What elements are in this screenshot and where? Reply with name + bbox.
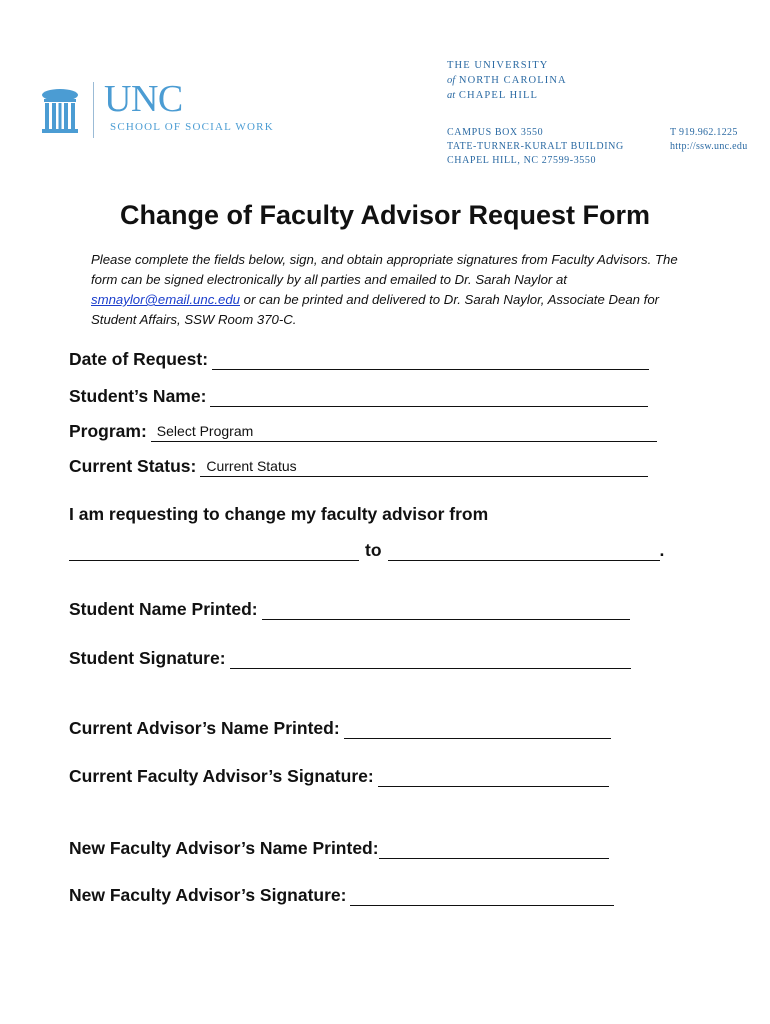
intro-text-part2: or can be printed and delivered to Dr. Sarah Naylor, Associate Dean for Student Affairs, SSW Room 370-C. [91, 292, 660, 327]
new-advisor-signature-row [69, 885, 614, 906]
from-advisor-field[interactable] [69, 542, 359, 561]
current-status-label: Current Status: [69, 456, 197, 476]
logo-divider [93, 82, 94, 138]
university-line2-row [447, 73, 567, 88]
current-status-row [69, 456, 648, 477]
to-label: to [365, 540, 382, 560]
form-instructions [91, 250, 691, 330]
university-line2-prefix: of [447, 75, 456, 86]
current-status-select[interactable] [200, 458, 648, 477]
advisor-change-row [69, 540, 664, 561]
student-name-printed-label: Student Name Printed: [69, 599, 258, 619]
current-advisor-printed-row [69, 718, 611, 739]
student-signature-field[interactable] [230, 650, 631, 669]
address-line3: CHAPEL HILL, NC 27599-3550 [447, 155, 597, 166]
student-name-row [69, 386, 648, 407]
email-link[interactable]: smnaylor@email.unc.edu [91, 292, 240, 307]
address-block [447, 126, 624, 168]
logo-unc-text: UNC [104, 78, 183, 120]
student-signature-row [69, 648, 631, 669]
contact-phone: T 919.962.1225 [670, 127, 738, 138]
university-line3: CHAPEL HILL [458, 90, 538, 101]
university-line1: THE UNIVERSITY [447, 60, 549, 71]
date-of-request-field[interactable] [212, 351, 649, 370]
current-advisor-signature-field[interactable] [378, 768, 609, 787]
student-name-field[interactable] [210, 388, 648, 407]
logo-school-text: SCHOOL OF SOCIAL WORK [110, 121, 274, 133]
university-line2: NORTH CAROLINA [458, 75, 567, 86]
request-statement: I am requesting to change my faculty advisor from [69, 504, 489, 524]
new-advisor-printed-label: New Faculty Advisor’s Name Printed: [69, 838, 379, 858]
date-of-request-row [69, 349, 649, 370]
current-advisor-signature-row [69, 766, 609, 787]
new-advisor-signature-field[interactable] [350, 887, 614, 906]
student-name-printed-field[interactable] [262, 601, 630, 620]
student-signature-label: Student Signature: [69, 648, 226, 668]
new-advisor-printed-field[interactable] [379, 840, 609, 859]
period: . [659, 540, 665, 560]
to-advisor-field[interactable] [388, 542, 660, 561]
old-well-logo-icon [40, 86, 80, 136]
university-line3-row [447, 88, 567, 103]
student-name-printed-row [69, 599, 630, 620]
program-label: Program: [69, 421, 147, 441]
contact-url[interactable]: http://ssw.unc.edu [670, 141, 748, 152]
new-advisor-printed-row [69, 838, 609, 859]
address-line1: CAMPUS BOX 3550 [447, 127, 544, 138]
university-name [447, 58, 567, 103]
new-advisor-signature-label: New Faculty Advisor’s Signature: [69, 885, 347, 905]
current-advisor-printed-label: Current Advisor’s Name Printed: [69, 718, 340, 738]
form-title: Change of Faculty Advisor Request Form [119, 200, 651, 230]
contact-block [670, 126, 748, 154]
current-status-value: Current Status [206, 458, 297, 474]
address-line2: TATE-TURNER-KURALT BUILDING [447, 141, 624, 152]
program-row [69, 421, 657, 442]
university-line3-prefix: at [447, 90, 456, 101]
current-advisor-signature-label: Current Faculty Advisor’s Signature: [69, 766, 374, 786]
current-advisor-printed-field[interactable] [344, 720, 611, 739]
date-of-request-label: Date of Request: [69, 349, 209, 369]
student-name-label: Student’s Name: [69, 386, 207, 406]
intro-text-part1: Please complete the fields below, sign, and obtain appropriate signatures from Faculty Advisors. The form can be signed electronically by all parties and emailed to Dr. Sarah Naylor at [91, 252, 678, 287]
program-select-value: Select Program [156, 423, 254, 439]
program-select[interactable] [151, 423, 657, 442]
